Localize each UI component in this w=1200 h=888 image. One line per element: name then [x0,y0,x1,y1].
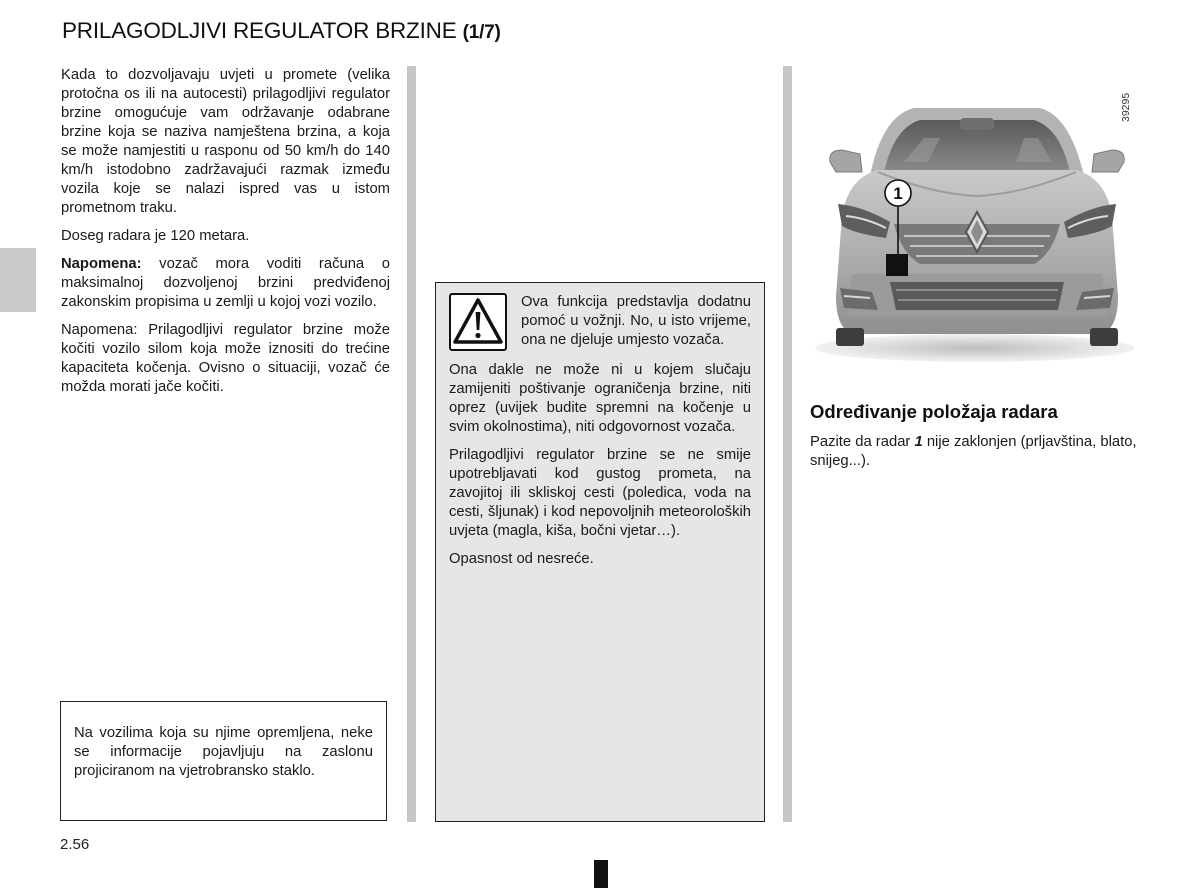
warning-paragraph-1: Ova funkcija predstavlja dodatnu pomoć u vožnji. No, u isto vrijeme, ona ne djeluje umjesto vozača. [521,294,751,348]
figure-number: 39295 [1120,92,1132,122]
column-divider-left [407,66,416,822]
page-number: 2.56 [60,836,90,853]
hud-note-text: Na vozilima koja su njime opremljena, neke se informacije pojavljuju na zaslonu projiciranom na vjetrobransko staklo. [74,725,373,779]
radar-text-a: Pazite da radar [810,434,915,450]
warning-paragraph-3: Prilagodljivi regulator brzine se ne smije upotrebljavati kod gustog prometa, na zavojitoj ili skliskoj cesti (poledica, voda na cesti, šljunak) i kod nepovoljnih meteoroloških uvjeta (magla, kiša, bočni vjetar…). [449,447,751,539]
note-label: Napomena: [61,256,142,272]
warning-box [435,282,765,822]
note-text: vozač mora voditi računa o maksimalnoj dozvoljenoj brzini predviđenoj zakonskim propisima u zemlji u kojoj vozi vozilo. [61,256,390,310]
page-title-part: (1/7) [462,22,501,43]
hud-note-box [60,701,387,821]
left-column [61,66,390,406]
paragraph-intro: Kada to dozvoljavaju uvjeti u promete (velika protočna os ili na autocesti) prilagodljivi regulator brzine omogućuje vam održavanje odabrane brzine koja se naziva namještena brzina, a koja se može namjestiti u rasponu od 50 km/h do 140 km/h istodobno zadržavajući razmak između vozila koje se nalazi ispred vas u istom prometnom traku. [61,67,390,216]
paragraph-note-braking: Napomena: Prilagodljivi regulator brzine može kočiti vozilo silom koja može iznositi do trećine kapaciteta kočenja. Ovisno o situaciji, vozač će možda morati jače kočiti. [61,322,390,395]
warning-paragraph-2: Ona dakle ne može ni u kojem slučaju zamijeniti poštivanje ograničenja brzine, niti oprez (uvijek budite spremni na kočenje u svim okolnostima), niti odgovornost vozača. [449,362,751,435]
warning-triangle-icon [449,293,507,351]
car-front-image [812,66,1142,366]
radar-text-number: 1 [914,434,923,450]
callout-number: 1 [893,184,903,203]
paragraph-note-speed [61,255,390,312]
car-front-illustration [812,66,1142,366]
column-divider-right [783,66,792,822]
radar-text-b: nije zaklonjen (prljavština, blato, snijeg...). [810,434,1137,469]
bottom-crop-mark [594,860,608,888]
radar-sensor [886,254,908,276]
section-heading: Određivanje položaja radara [810,401,1058,422]
page-title [62,18,501,44]
paragraph-radar-range: Doseg radara je 120 metara. [61,228,250,244]
page-title-text: PRILAGODLJIVI REGULATOR BRZINE [62,18,457,43]
chapter-tab [0,248,36,312]
right-column-text [810,433,1145,471]
warning-paragraph-4: Opasnost od nesreće. [449,551,594,567]
